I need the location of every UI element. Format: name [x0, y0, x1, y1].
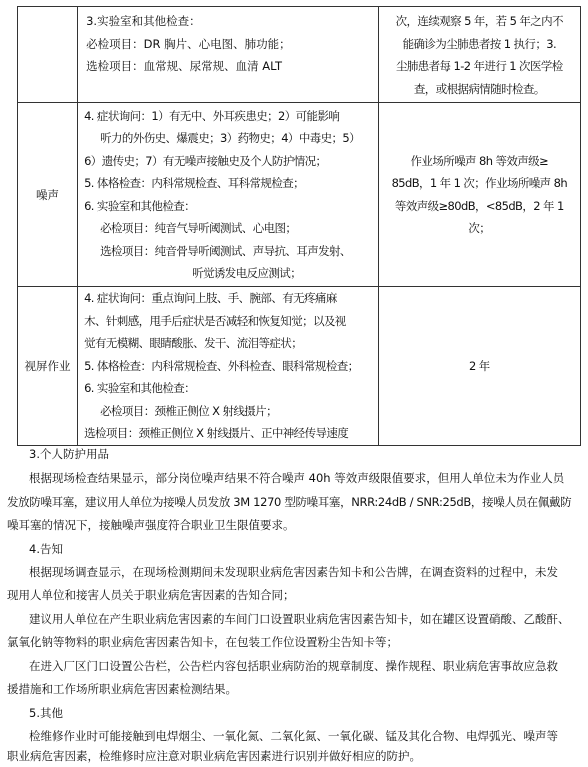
- paragraph-line: 在进入厂区门口设置公告栏，公告栏内容包括职业病防治的规章制度、操作规程、职业病危害事故应急救: [29, 659, 558, 673]
- category-cell: 噪声: [18, 103, 78, 287]
- content-line: 4. 症状询问：重点询问上肢、手、腕部、有无疼痛麻: [84, 291, 337, 305]
- content-line: 选检项目：血常规、尿常规、血清 ALT: [86, 59, 282, 73]
- table-row-dust-continued: [18, 7, 581, 103]
- section-title-protection: 3.个人防护用品: [29, 447, 109, 461]
- cycle-line: 能确诊为尘肺患者按 1 执行；3.: [402, 36, 557, 51]
- content-line: 选检项目：纯音骨导听阈测试、声导抗、耳声发射、: [100, 243, 351, 258]
- paragraph-line: 发放防噪耳塞，建议用人单位为接噪人员发放 3M 1270 型防噪耳塞，NRR:24dB / SNR:25dB，接噪人员在佩戴防: [7, 495, 572, 509]
- content-line: 听觉诱发电反应测试；: [192, 266, 302, 280]
- cycle-line: 尘肺患者每 1-2 年进行 1 次医学检: [395, 59, 563, 73]
- content-line: 5. 体格检查：内科常规检查、外科检查、眼科常规检查；: [84, 358, 359, 373]
- cycle-line: 2 年: [468, 358, 490, 373]
- content-line: 觉有无模糊、眼睛酸胀、发干、流泪等症状；: [84, 336, 303, 350]
- health-exam-table: [17, 6, 581, 446]
- paragraph-line: 检维修作业时可能接触到电焊烟尘、一氧化氮、二氧化氮、一氧化碳、锰及其化合物、电焊弧光、噪声等: [29, 729, 558, 743]
- paragraph-line: 根据现场调查显示，在现场检测期间未发现职业病危害因素告知卡和公告牌，在调查资料的过程中，未发: [29, 565, 558, 579]
- cycle-line: 次，连续观察 5 年，若 5 年之内不: [395, 14, 563, 28]
- paragraph-line: 职业病危害因素，检维修时应注意对职业病危害因素进行识别并做好相应的防护。: [7, 749, 421, 763]
- paragraph-line: 噪耳塞的情况下，接触噪声强度符合职业卫生限值要求。: [7, 518, 295, 532]
- paragraph-line: 援措施和工作场所职业病危害因素检测结果。: [7, 682, 237, 696]
- content-line: 4. 症状询问：1）有无中、外耳疾患史；2）可能影响: [84, 108, 340, 123]
- cycle-cell: [378, 103, 580, 287]
- cycle-cell: [378, 287, 580, 446]
- paragraph-line: 建议用人单位在产生职业病危害因素的车间门口设置职业病危害因素告知卡，如在罐区设置硝酸、乙酸酐、: [29, 612, 570, 626]
- cycle-line: 等效声级≥80dB，<85dB，2 年 1: [394, 198, 564, 213]
- table-row-vdt: [18, 287, 581, 446]
- content-line: 3.实验室和其他检查：: [86, 14, 201, 28]
- paragraph-line: 根据现场检查结果显示，部分岗位噪声结果不符合噪声 40h 等效声级限值要求，但用人单位未为作业人员: [29, 471, 565, 485]
- paragraph-line: 现用人单位和接害人员关于职业病危害因素的告知合同；: [7, 588, 295, 602]
- content-line: 选检项目：颈椎正侧位 X 射线摄片、正中神经传导速度: [84, 426, 349, 440]
- cycle-line: 85dB，1 年 1 次；作业场所噪声 8h: [391, 176, 568, 190]
- content-cell: [78, 103, 379, 287]
- category-cell: [18, 7, 78, 103]
- table-row-noise: [18, 103, 581, 287]
- section-title-inform: 4.告知: [29, 542, 63, 556]
- content-line: 6）遗传史；7）有无噪声接触史及个人防护情况；: [84, 153, 327, 168]
- cycle-line: 查，或根据病情随时检查。: [413, 81, 545, 96]
- cycle-cell: [378, 7, 580, 103]
- cycle-line: 次；: [468, 221, 491, 235]
- content-line: 木、针刺感，甩手后症状是否减轻和恢复知觉；以及视: [84, 313, 346, 328]
- paragraph-line: 氯氧化钠等物料的职业病危害因素告知卡，在包装工作位设置粉尘告知卡等；: [7, 635, 398, 649]
- content-line: 听力的外伤史、爆震史；3）药物史；4）中毒史；5）: [100, 131, 361, 145]
- content-line: 必检项目：DR 胸片、心电图、肺功能；: [86, 36, 291, 51]
- content-cell: [78, 287, 379, 446]
- content-line: 6. 实验室和其他检查：: [84, 198, 196, 213]
- content-cell: [78, 7, 379, 103]
- content-line: 必检项目：纯音气导听阈测试、心电图；: [100, 221, 297, 235]
- cycle-line: 作业场所噪声 8h 等效声级≥: [410, 153, 549, 168]
- content-line: 必检项目：颈椎正侧位 X 射线摄片；: [100, 403, 277, 418]
- content-line: 6. 实验室和其他检查：: [84, 381, 196, 395]
- category-cell: 视屏作业: [18, 287, 78, 446]
- section-title-other: 5.其他: [29, 706, 63, 720]
- content-line: 5. 体格检查：内科常规检查、耳科常规检查；: [84, 176, 305, 190]
